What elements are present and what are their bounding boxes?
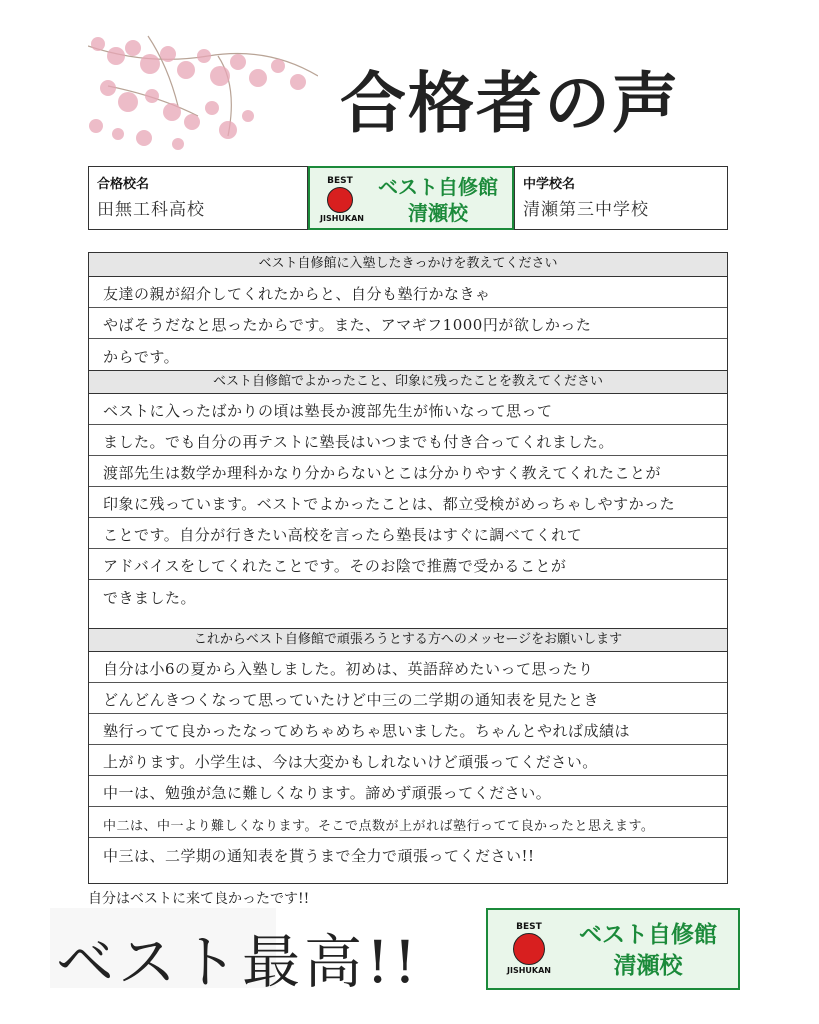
logo-name (366, 174, 510, 226)
question-3-label: これからベスト自修館で頑張ろうとする方へのメッセージをお願いします (89, 628, 727, 652)
answer-line: ました。でも自分の再テストに塾長はいつまでも付き合ってくれました。 (89, 425, 727, 456)
answer-line: 塾行ってて良かったなってめちゃめちゃ思いました。ちゃんとやれば成績は (89, 714, 727, 745)
logo-name (560, 920, 736, 982)
logo-mark-top: BEST (327, 176, 353, 186)
logo-mark-top: BEST (516, 922, 542, 932)
big-handwritten-message: ベスト最高!! (56, 928, 421, 996)
logo-name-line2: 清瀬校 (408, 201, 468, 225)
answer-1 (89, 277, 727, 370)
answer-line: 上がります。小学生は、今は大変かもしれないけど頑張ってください。 (89, 745, 727, 776)
middle-school-box (514, 166, 728, 230)
page-title: 合格者の声 (340, 65, 680, 142)
logo-mark-bottom: JISHUKAN (507, 966, 551, 975)
answer-line: どんどんきつくなって思っていたけど中三の二学期の通知表を見たとき (89, 683, 727, 714)
answer-line: できました。 (103, 589, 197, 607)
logo-name-line2: 清瀬校 (613, 953, 683, 979)
best-logo-mark (320, 176, 364, 223)
answer-line: 中二は、中一より難しくなります。そこで点数が上がれば塾行ってて良かったと思えます。 (89, 807, 727, 838)
answer-line: 渡部先生は数学か理科かなり分からないとこは分かりやすく教えてくれたことが (89, 456, 727, 487)
answer-line: ベストに入ったばかりの頃は塾長か渡部先生が怖いなって思って (89, 394, 727, 425)
question-2-label: ベスト自修館でよかったこと、印象に残ったことを教えてください (89, 370, 727, 394)
questionnaire-form (88, 252, 728, 884)
answer-line: 印象に残っています。ベストでよかったことは、都立受検がめっちゃしやすかった (89, 487, 727, 518)
cherry-blossom-decoration (88, 26, 318, 154)
answer-2 (89, 394, 727, 611)
logo-name-line1: ベスト自修館 (378, 175, 498, 199)
answer-line: 中三は、二学期の通知表を貰うまで全力で頑張ってください!! (103, 847, 535, 865)
answer-line: やばそうだなと思ったからです。また、アマギフ1000円が欲しかった (89, 308, 727, 339)
school-label: 合格校名 (97, 177, 150, 192)
question-1-label: ベスト自修館に入塾したきっかけを教えてください (89, 253, 727, 277)
middle-school-value: 清瀬第三中学校 (523, 200, 649, 220)
bottom-school-logo (486, 908, 740, 990)
answer-line: 中一は、勉強が急に難しくなります。諦めず頑張ってください。 (89, 776, 727, 807)
red-circle-icon (327, 187, 353, 213)
middle-school-label: 中学校名 (523, 177, 576, 192)
logo-mark-bottom: JISHUKAN (320, 214, 364, 223)
answer-line: ことです。自分が行きたい高校を言ったら塾長はすぐに調べてくれて (89, 518, 727, 549)
header-row (88, 166, 728, 230)
best-logo-mark (506, 922, 552, 975)
footer-note: 自分はベストに来て良かったです!! (88, 891, 310, 907)
school-logo (308, 166, 514, 230)
school-box (88, 166, 308, 230)
answer-line: 自分は小6の夏から入塾しました。初めは、英語辞めたいって思ったり (89, 652, 727, 683)
answer-3 (89, 652, 727, 869)
answer-line: からです。 (103, 348, 180, 366)
red-circle-icon (513, 933, 545, 965)
answer-line: アドバイスをしてくれたことです。そのお陰で推薦で受かることが (89, 549, 727, 580)
school-value: 田無工科高校 (97, 200, 205, 220)
answer-line: 友達の親が紹介してくれたからと、自分も塾行かなきゃ (89, 277, 727, 308)
logo-name-line1: ベスト自修館 (579, 922, 717, 948)
